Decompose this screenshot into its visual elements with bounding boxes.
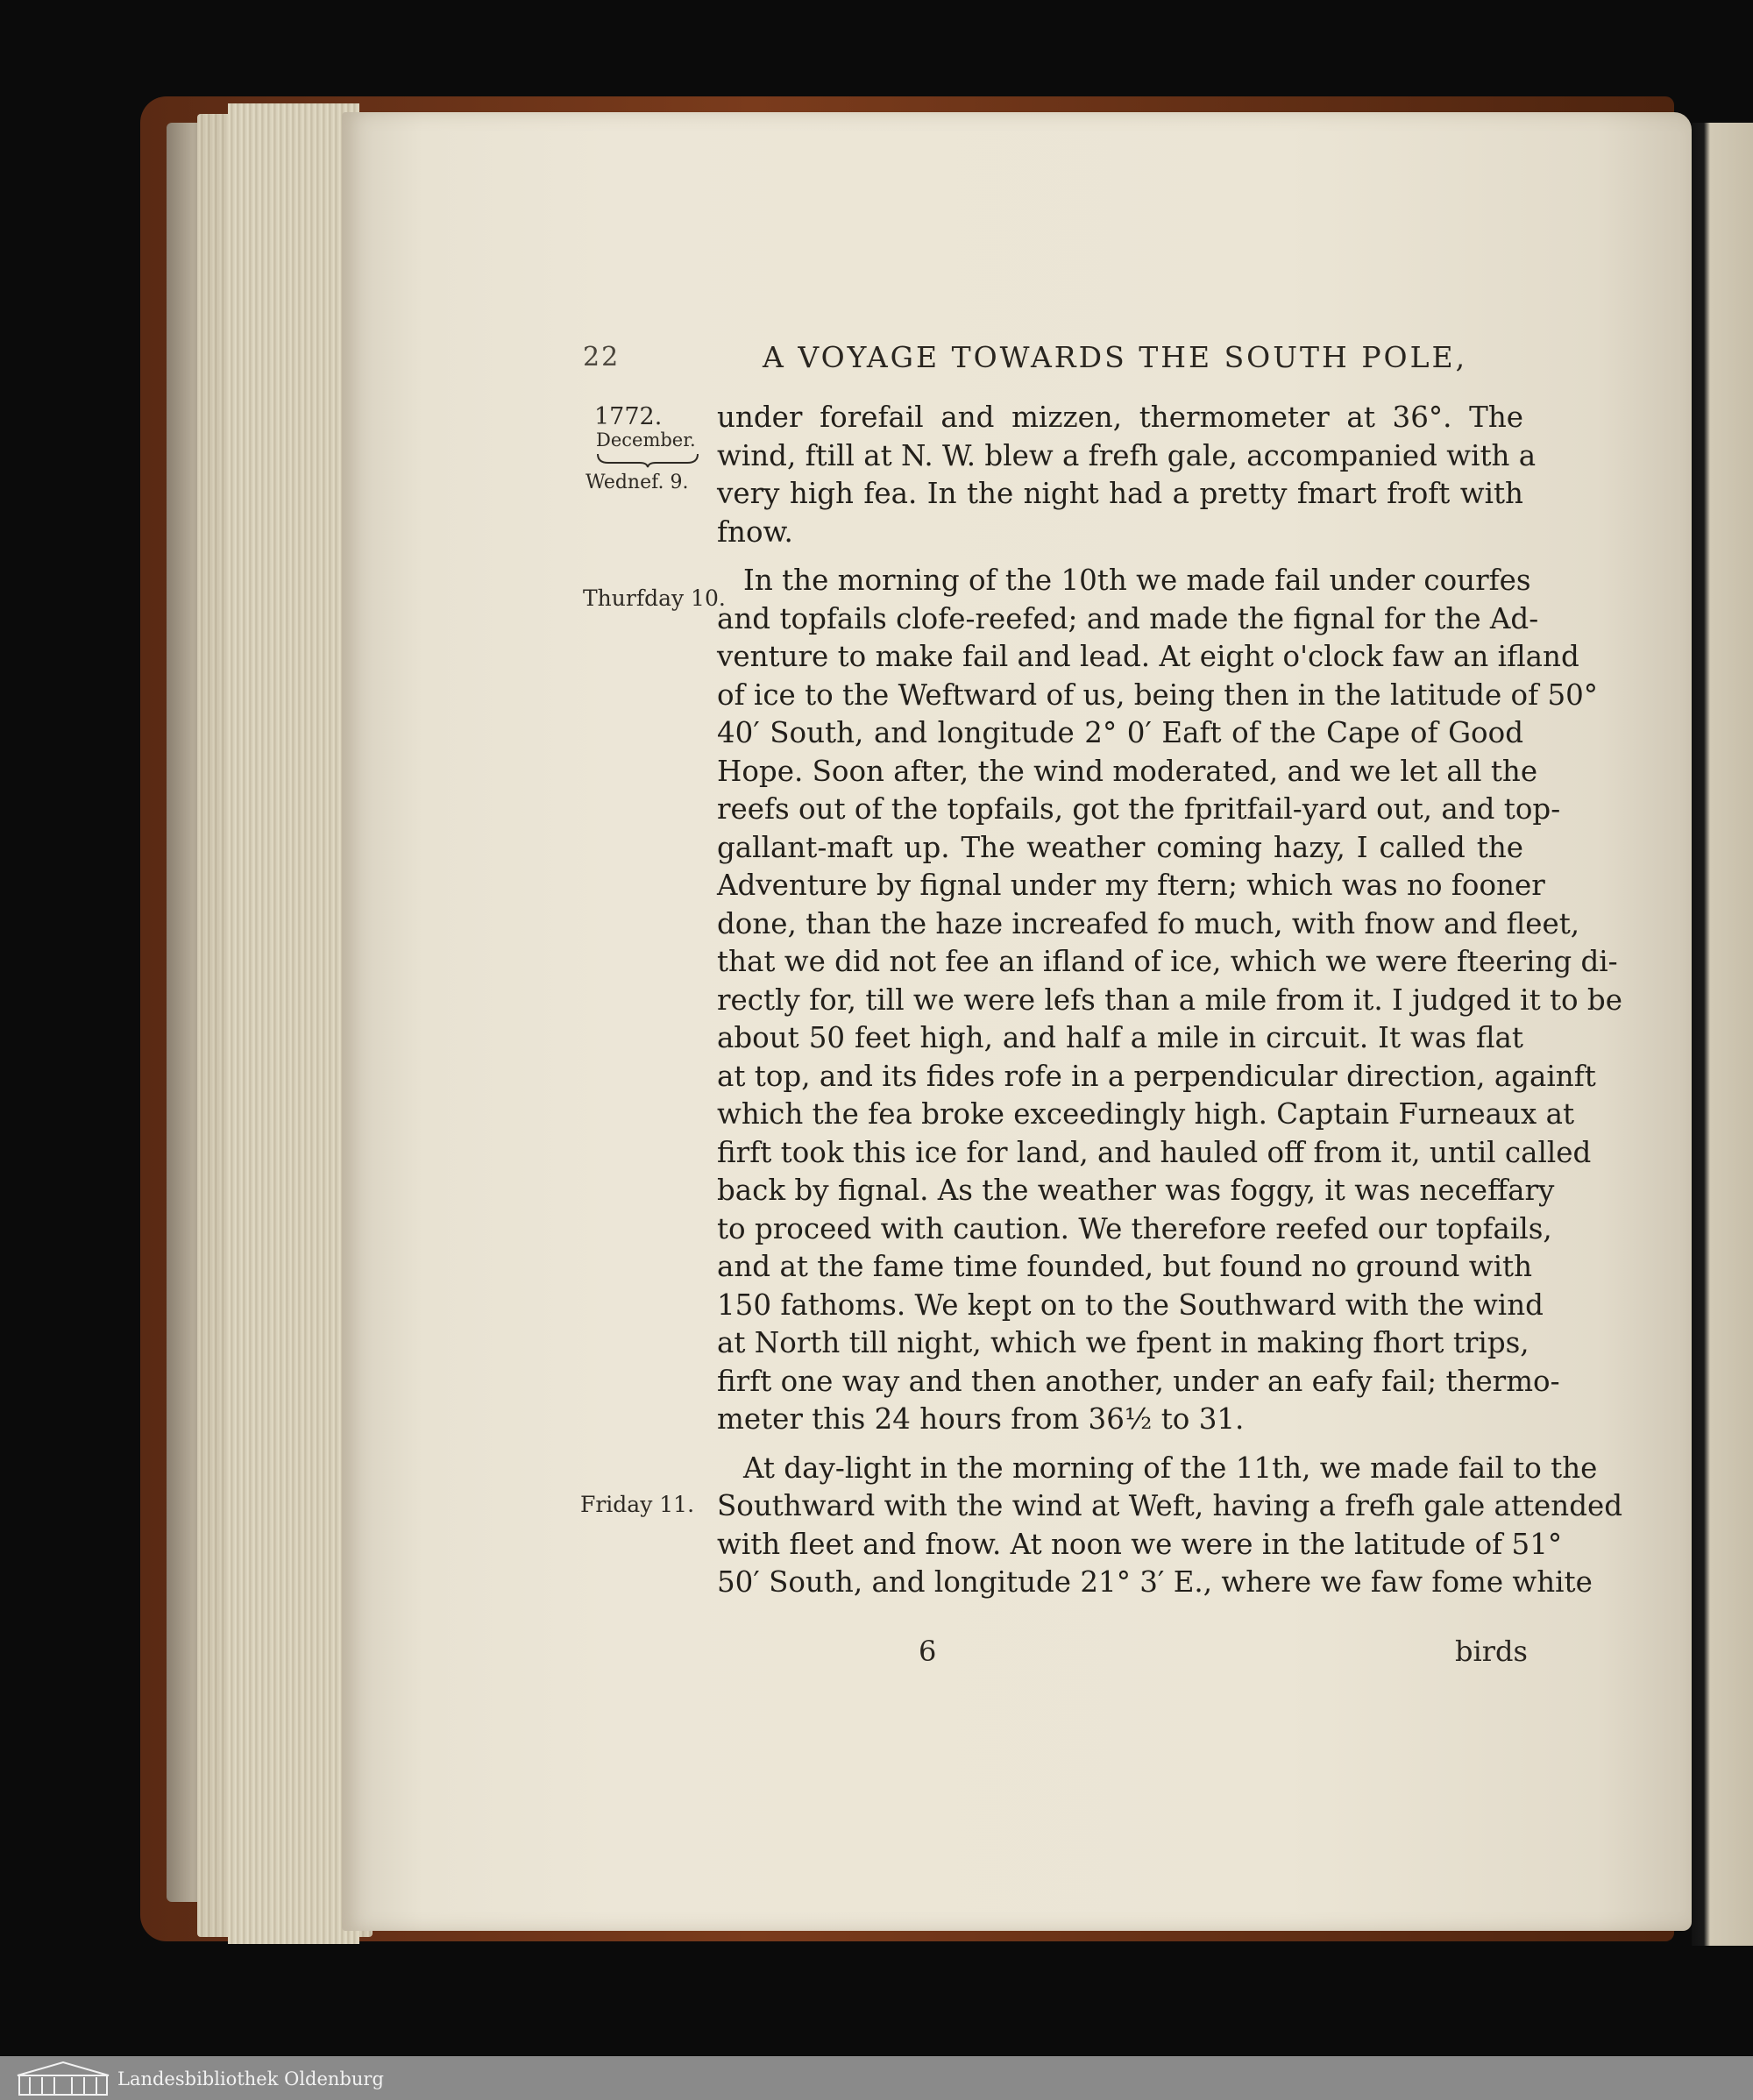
text-line: that we did not fee an ifland of ice, which we were fteering di- bbox=[717, 945, 1618, 978]
paragraph-2 bbox=[717, 562, 1622, 1439]
library-building-icon bbox=[16, 2060, 110, 2096]
margin-date-wednesday: Wednef. 9. bbox=[586, 472, 689, 493]
text-line: of ice to the Weftward of us, being then in the latitude of 50° bbox=[717, 678, 1599, 712]
text-line: firft took this ice for land, and hauled off from it, until called bbox=[717, 1135, 1592, 1169]
brace-icon bbox=[596, 452, 699, 468]
text-line: Hope. Soon after, the wind moderated, and we let all the bbox=[717, 754, 1538, 788]
text-line: under forefail and mizzen, thermometer at 36°. The bbox=[717, 401, 1523, 434]
text-line: Adventure by fignal under my ftern; which was no fooner bbox=[717, 869, 1545, 902]
text-line: fnow. bbox=[717, 514, 793, 549]
paragraph-3 bbox=[717, 1450, 1623, 1602]
paragraph-1 bbox=[717, 399, 1537, 551]
running-title: A VOYAGE TOWARDS THE SOUTH POLE, bbox=[763, 340, 1468, 374]
text-line: and at the fame time founded, but found no ground with bbox=[717, 1250, 1533, 1283]
text-line: about 50 feet high, and half a mile in circuit. It was flat bbox=[717, 1021, 1523, 1054]
text-line: and topfails clofe-reefed; and made the fignal for the Ad- bbox=[717, 601, 1539, 635]
text-line: which the fea broke exceedingly high. Captain Furneaux at bbox=[717, 1097, 1574, 1131]
text-line: at North till night, which we fpent in making fhort trips, bbox=[717, 1326, 1529, 1359]
catchword: birds bbox=[1455, 1635, 1528, 1668]
text-line: gallant-maft up. The weather coming hazy, I called the bbox=[717, 830, 1523, 864]
text-line: back by fignal. As the weather was foggy, it was neceffary bbox=[717, 1174, 1555, 1207]
margin-date-thursday: Thurfday 10. bbox=[583, 585, 726, 611]
text-line: to proceed with caution. We therefore reefed our topfails, bbox=[717, 1211, 1552, 1245]
text-line: done, than the haze increafed fo much, with fnow and fleet, bbox=[717, 906, 1580, 940]
text-line: meter this 24 hours from 36½ to 31. bbox=[717, 1402, 1245, 1436]
text-line: 150 fathoms. We kept on to the Southward with the wind bbox=[717, 1288, 1544, 1322]
text-line: At day-light in the morning of the 11th, we made fail to the bbox=[743, 1451, 1598, 1485]
facing-page-edge bbox=[1692, 123, 1753, 1946]
text-line: wind, ftill at N. W. blew a frefh gale, accompanied with a bbox=[717, 438, 1537, 472]
text-line: 50′ South, and longitude 21° 3′ E., where we faw fome white bbox=[717, 1565, 1593, 1599]
text-line: In the morning of the 10th we made fail under courfes bbox=[743, 564, 1531, 597]
text-line: very high fea. In the night had a pretty fmart froft with bbox=[717, 477, 1523, 510]
body-text bbox=[717, 399, 1623, 1602]
text-line: reefs out of the topfails, got the fpritfail-yard out, and top- bbox=[717, 792, 1561, 826]
text-line: rectly for, till we were lefs than a mile from it. I judged it to be bbox=[717, 983, 1622, 1017]
page-header bbox=[583, 340, 1521, 384]
page-number: 22 bbox=[583, 342, 621, 372]
text-line: 40′ South, and longitude 2° 0′ Eaft of the Cape of Good bbox=[717, 716, 1523, 749]
text-line: firft one way and then another, under an eafy fail; thermo- bbox=[717, 1364, 1560, 1398]
signature-mark: 6 bbox=[919, 1635, 937, 1668]
margin-month: December. bbox=[596, 429, 696, 451]
margin-year: 1772. bbox=[594, 403, 663, 430]
page-edges-inner bbox=[228, 103, 359, 1944]
library-name: Landesbibliothek Oldenburg bbox=[117, 2068, 384, 2089]
text-line: venture to make fail and lead. At eight o'clock faw an ifland bbox=[717, 640, 1579, 673]
text-line: at top, and its fides rofe in a perpendicular direction, againft bbox=[717, 1059, 1596, 1093]
text-line: with fleet and fnow. At noon we were in the latitude of 51° bbox=[717, 1527, 1563, 1561]
margin-date-friday: Friday 11. bbox=[580, 1492, 695, 1517]
text-line: Southward with the wind at Weft, having a frefh gale attended bbox=[717, 1489, 1623, 1522]
